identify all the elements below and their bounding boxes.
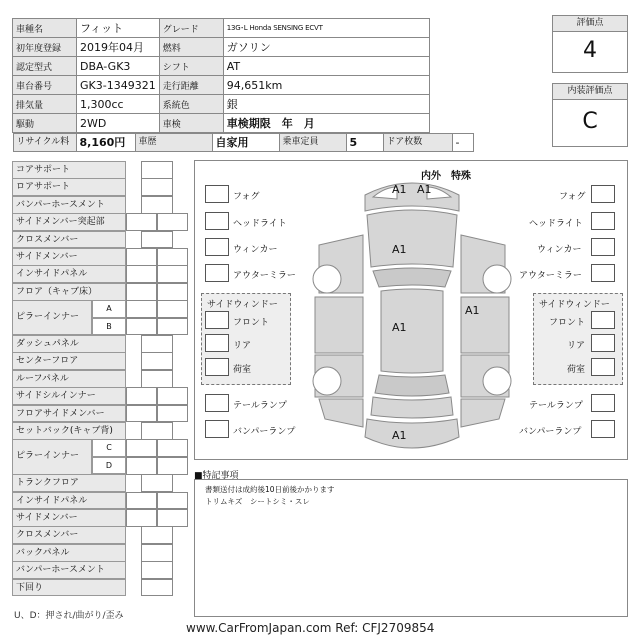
frame-item-label: ルーフパネル <box>12 370 126 388</box>
frame-item-label: センターフロア <box>12 352 126 370</box>
fog-left-checkbox[interactable] <box>205 185 229 203</box>
frame-check-left[interactable] <box>126 213 157 231</box>
info-row <box>13 57 490 76</box>
frame-check-right[interactable] <box>157 439 188 457</box>
overall-score-value: 4 <box>583 38 597 63</box>
headlight-left-checkbox[interactable] <box>205 212 229 230</box>
doors-value: - <box>452 133 474 152</box>
history-value: 自家用 <box>212 133 280 152</box>
info-value: 1,300cc <box>77 95 160 114</box>
windshield <box>373 268 451 287</box>
wheel-rear-right <box>483 367 511 395</box>
info-row <box>13 19 490 38</box>
headlight-right-checkbox[interactable] <box>591 212 615 230</box>
info-value: 車検期限 年 月 <box>223 114 429 133</box>
bumperlamp-left-checkbox[interactable] <box>205 420 229 438</box>
frame-check-left[interactable] <box>126 405 157 423</box>
frame-item-label: セットバック(キャブ背) <box>12 422 126 440</box>
frame-check[interactable] <box>141 352 173 370</box>
side-window-right-rear-label: リア <box>567 341 586 351</box>
info-label: 駆動 <box>13 114 77 133</box>
taillamp-left-checkbox[interactable] <box>205 394 229 412</box>
frame-item-label: サイドメンバー <box>12 248 126 266</box>
side-window-left-front-label: フロント <box>233 318 270 328</box>
frame-check[interactable] <box>141 161 173 179</box>
side-window-left-rear-label: リア <box>233 341 252 351</box>
doors-label: ドア枚数 <box>383 133 453 152</box>
taillamp-right-checkbox[interactable] <box>591 394 615 412</box>
headlight-left-label: ヘッドライト <box>233 219 287 229</box>
taillamp-left-label: テールランプ <box>233 401 287 411</box>
side-window-right-title: サイドウィンドー <box>539 300 610 310</box>
side-window-right-front-label: フロント <box>549 318 586 328</box>
info-label: 燃料 <box>159 38 223 57</box>
fog-right-checkbox[interactable] <box>591 185 615 203</box>
right-quarter-panel <box>461 399 505 427</box>
history-label: 車歴 <box>135 133 213 152</box>
wheel-front-right <box>483 265 511 293</box>
frame-item-label: ロアサポート <box>12 178 126 196</box>
side-window-left-title: サイドウィンドー <box>207 300 278 310</box>
side-window-right-rear-checkbox[interactable] <box>591 334 615 352</box>
frame-check-left[interactable] <box>126 509 157 527</box>
frame-item-label: サイドシルインナー <box>12 387 126 405</box>
mirror-right-label: アウターミラー <box>519 271 582 281</box>
frame-item-label: クロスメンバー <box>12 231 126 249</box>
info-label: 走行距離 <box>159 76 223 95</box>
frame-item-label: インサイドパネル <box>12 492 126 510</box>
frame-check-right[interactable] <box>157 405 188 423</box>
notes-box <box>194 479 628 617</box>
bumperlamp-left-label: バンパーランプ <box>233 427 296 437</box>
info-row <box>13 38 490 57</box>
info-value: 13G･L Honda SENSING ECVT <box>223 19 429 38</box>
rear-door-panel <box>371 397 453 418</box>
frame-check-right[interactable] <box>157 248 188 266</box>
capacity-label: 乗車定員 <box>279 133 347 152</box>
frame-item-label: インサイドパネル <box>12 265 126 283</box>
info-label: 車種名 <box>13 19 77 38</box>
frame-check-right[interactable] <box>157 213 188 231</box>
taillamp-right-label: テールランプ <box>529 401 583 411</box>
info-label: 系統色 <box>159 95 223 114</box>
frame-check-left[interactable] <box>126 439 157 457</box>
frame-check-left[interactable] <box>126 283 157 301</box>
mark-right-side: A1 <box>465 304 480 317</box>
frame-check-right[interactable] <box>157 318 188 336</box>
frame-check-left[interactable] <box>126 248 157 266</box>
info-label: 認定型式 <box>13 57 77 76</box>
frame-legend: U、D：押され/曲がり/歪み <box>14 611 124 621</box>
frame-check-right[interactable] <box>157 265 188 283</box>
frame-check-right[interactable] <box>157 492 188 510</box>
rear-window <box>375 375 449 396</box>
info-value: 2019年04月 <box>77 38 160 57</box>
info-row <box>13 114 490 133</box>
wheel-rear-left <box>313 367 341 395</box>
rear-bumper-panel <box>365 419 459 448</box>
car-condition-panel <box>194 160 628 460</box>
footer-reference: www.CarFromJapan.com Ref: CFJ2709854 <box>186 621 435 635</box>
car-panel-title: 内外 特殊 <box>421 171 471 182</box>
headlight-right-label: ヘッドライト <box>529 219 583 229</box>
mark-rear: A1 <box>392 429 407 442</box>
bumperlamp-right-checkbox[interactable] <box>591 420 615 438</box>
info-label: 車台番号 <box>13 76 77 95</box>
interior-score-box <box>552 83 628 147</box>
frame-check[interactable] <box>141 231 173 249</box>
vehicle-info-table <box>12 18 489 152</box>
frame-check-left[interactable] <box>126 492 157 510</box>
frame-item-label: サイドメンバー <box>12 509 126 527</box>
side-window-left-front-checkbox[interactable] <box>205 311 229 329</box>
frame-check-left[interactable] <box>126 300 157 318</box>
frame-item-label: クロスメンバー <box>12 526 126 544</box>
side-window-left-cargo-label: 荷室 <box>233 365 252 375</box>
info-value: 2WD <box>77 114 160 133</box>
side-window-right-cargo-label: 荷室 <box>567 365 586 375</box>
winker-right-checkbox[interactable] <box>591 238 615 256</box>
info-label: グレード <box>159 19 223 38</box>
frame-item-label: ピラーインナー <box>12 439 92 474</box>
note-line-1: 書類送付は成約後10日前後かかります <box>205 485 335 494</box>
fog-left-label: フォグ <box>233 192 260 202</box>
frame-check-left[interactable] <box>126 387 157 405</box>
frame-check-right[interactable] <box>157 457 188 475</box>
recycle-label: リサイクル料 <box>13 133 77 152</box>
frame-item-label: サイドメンバー突起部 <box>12 213 126 231</box>
mirror-left-checkbox[interactable] <box>205 264 229 282</box>
info-value: ガソリン <box>223 38 429 57</box>
frame-check[interactable] <box>141 422 173 440</box>
frame-sub-label: B <box>92 318 126 336</box>
frame-item-label: フロア（キャブ床） <box>12 283 126 301</box>
mark-front-left: A1 <box>392 183 407 196</box>
frame-check-right[interactable] <box>157 300 188 318</box>
info-label: 排気量 <box>13 95 77 114</box>
car-body-diagram <box>289 175 535 459</box>
info-value: DBA-GK3 <box>77 57 160 76</box>
frame-check[interactable] <box>141 526 173 544</box>
frame-sub-label: C <box>92 439 126 457</box>
mark-roof: A1 <box>392 321 407 334</box>
winker-left-checkbox[interactable] <box>205 238 229 256</box>
frame-item-label: バックパネル <box>12 544 126 562</box>
frame-sub-label: D <box>92 457 126 475</box>
notes-title: ■特記事項 <box>194 471 239 481</box>
overall-score-label: 評価点 <box>553 16 627 32</box>
left-front-door <box>315 297 363 353</box>
mark-front-right: A1 <box>417 183 432 196</box>
frame-item-label: バンパーホースメント <box>12 561 126 579</box>
bumperlamp-right-label: バンパーランプ <box>519 427 582 437</box>
frame-check[interactable] <box>141 196 173 214</box>
wheel-front-left <box>313 265 341 293</box>
interior-score-label: 内装評価点 <box>553 84 627 100</box>
mark-hood: A1 <box>392 243 407 256</box>
frame-item-label: フロアサイドメンバー <box>12 405 126 423</box>
frame-item-label: バンパーホースメント <box>12 196 126 214</box>
info-value: フィット <box>77 19 160 38</box>
frame-check-left[interactable] <box>126 457 157 475</box>
fog-right-label: フォグ <box>559 192 586 202</box>
frame-check-right[interactable] <box>157 387 188 405</box>
note-line-2: トリムキズ シートシミ・スレ <box>205 497 310 506</box>
capacity-value: 5 <box>346 133 384 152</box>
info-value: 銀 <box>223 95 429 114</box>
mirror-left-label: アウターミラー <box>233 271 296 281</box>
mirror-right-checkbox[interactable] <box>591 264 615 282</box>
info-row <box>13 76 490 95</box>
info-value: GK3-1349321 <box>77 76 160 95</box>
frame-check-left[interactable] <box>126 318 157 336</box>
interior-score-value: C <box>582 109 598 134</box>
frame-check[interactable] <box>141 178 173 196</box>
info-label: 車検 <box>159 114 223 133</box>
frame-check[interactable] <box>141 474 173 492</box>
frame-item-label: ダッシュパネル <box>12 335 126 353</box>
info-label: 初年度登録 <box>13 38 77 57</box>
left-quarter-panel <box>319 399 363 427</box>
frame-check[interactable] <box>141 579 173 597</box>
frame-item-label: トランクフロア <box>12 474 126 492</box>
info-label: シフト <box>159 57 223 76</box>
frame-item-label: ピラーインナー <box>12 300 92 335</box>
overall-score-box <box>552 15 628 73</box>
frame-check[interactable] <box>141 561 173 579</box>
hood-panel <box>367 210 457 267</box>
recycle-value: 8,160円 <box>76 133 136 152</box>
side-window-right-front-checkbox[interactable] <box>591 311 615 329</box>
winker-left-label: ウィンカー <box>233 245 278 255</box>
info-value: 94,651km <box>223 76 429 95</box>
side-window-right-cargo-checkbox[interactable] <box>591 358 615 376</box>
roof-panel <box>381 289 443 373</box>
frame-check[interactable] <box>141 544 173 562</box>
side-window-left-rear-checkbox[interactable] <box>205 334 229 352</box>
side-window-left-cargo-checkbox[interactable] <box>205 358 229 376</box>
frame-check[interactable] <box>141 370 173 388</box>
frame-check[interactable] <box>141 335 173 353</box>
frame-check-right[interactable] <box>157 283 188 301</box>
frame-sub-label: A <box>92 300 126 318</box>
frame-item-label: コアサポート <box>12 161 126 179</box>
frame-check-left[interactable] <box>126 265 157 283</box>
info-value: AT <box>223 57 429 76</box>
info-row-last <box>13 133 490 153</box>
winker-right-label: ウィンカー <box>537 245 582 255</box>
frame-check-right[interactable] <box>157 509 188 527</box>
info-row <box>13 95 490 114</box>
frame-item-label: 下回り <box>12 579 126 597</box>
